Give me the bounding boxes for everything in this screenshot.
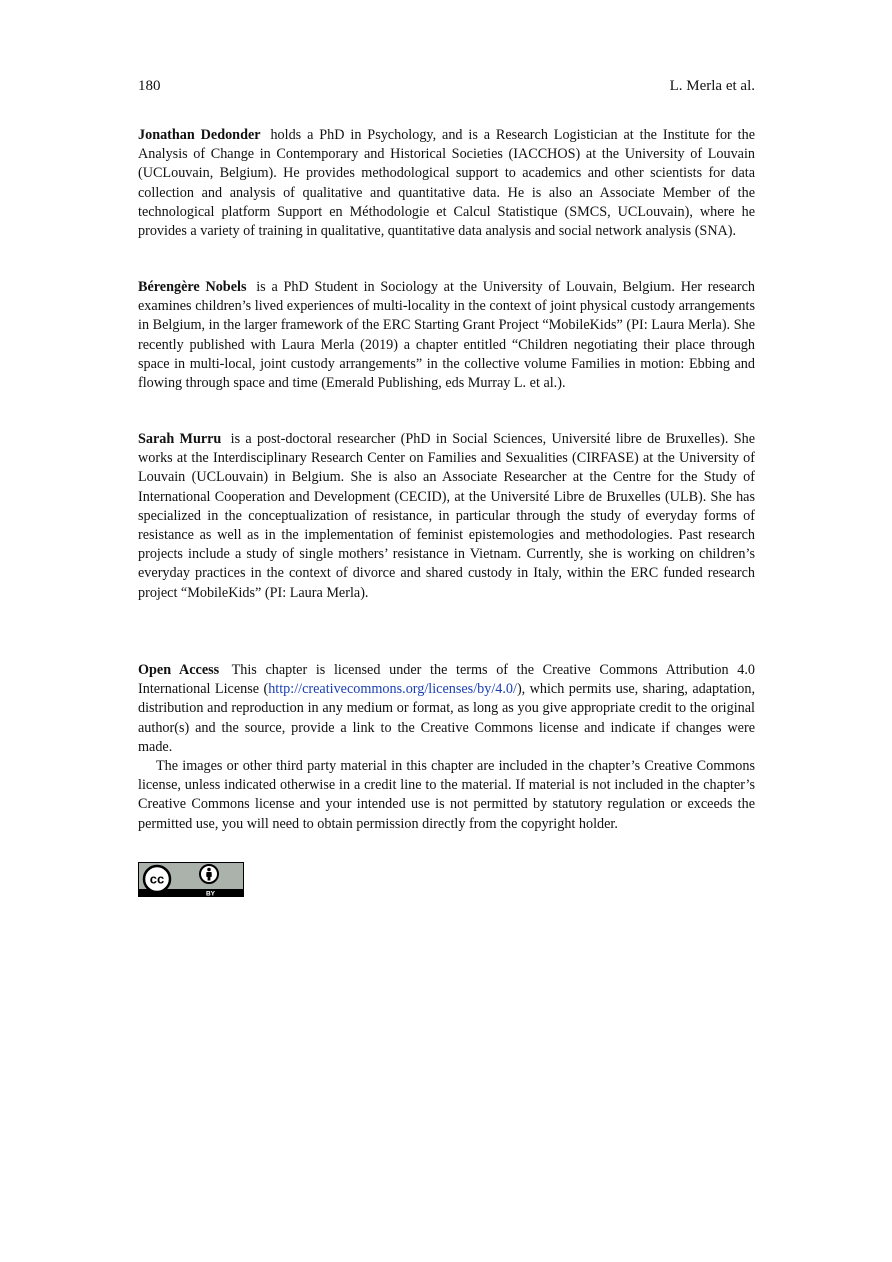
open-access-text-cont: ), which permits use, sharing, adaptation, distribution and reproduction in any medium or format, as long as you give appropriate credit to the original author(s) and the source, provide a link to the Creative Commons license and indicate if changes were made. bbox=[138, 681, 755, 755]
by-text: BY bbox=[205, 890, 216, 897]
cc-text: cc bbox=[149, 871, 165, 887]
third-party-paragraph bbox=[138, 757, 755, 834]
license-link[interactable]: http://creativecommons.org/licenses/by/4.0/ bbox=[268, 681, 517, 698]
author-bio-3 bbox=[138, 430, 755, 603]
open-access-paragraph bbox=[138, 661, 755, 757]
cc-by-icon bbox=[138, 862, 244, 897]
author-bio-text: is a PhD Student in Sociology at the University of Louvain, Belgium. Her research examines children’s lived experiences of multi-locality in the context of joint physical custody arrangements in Belgium, in the larger framework of the ERC Starting Grant Project “MobileKids” (PI: Laura Merla). She recently published with Laura Merla (2019) a chapter entitled “Children negotiating their place through space in multi-local, joint custody arrangements” in the collective volume Families in motion: Ebbing and flowing through space and time (Emerald Publishing, eds Murray L. et al.). bbox=[138, 279, 756, 392]
author-bio-2 bbox=[138, 278, 755, 393]
author-name: Sarah Murru bbox=[138, 431, 222, 447]
author-name: Bérengère Nobels bbox=[138, 279, 247, 295]
running-title: L. Merla et al. bbox=[669, 78, 755, 94]
running-head bbox=[138, 78, 755, 95]
author-bio-text: holds a PhD in Psychology, and is a Research Logistician at the Institute for the Analysis of Change in Contemporary and Historical Societies (IACCHOS) at the University of Louvain (UCLouvain, Belgium). He provides methodological support to academics and other scientists for data collection and analysis of qualitative and quantitative data. He is also an Associate Member of the technological platform Support en Méthodologie et Calcul Statistique (SMCS, UCLouvain), where he provides a variety of training in qualitative, quantitative data analysis and social network analysis (SNA). bbox=[138, 127, 755, 240]
open-access-heading: Open Access bbox=[138, 662, 220, 678]
author-bio-1 bbox=[138, 126, 755, 241]
third-party-text: The images or other third party material in this chapter are included in the chapter’s Creative Commons license, unless indicated otherwise in a credit line to the material. If material is not included in the chapter’s Creative Commons license and your intended use is not permitted by statutory regulation or exceeds the permitted use, you will need to obtain permission directly from the copyright holder. bbox=[138, 758, 755, 832]
author-bio-text: is a post-doctoral researcher (PhD in Social Sciences, Université libre de Bruxelles). She works at the Interdisciplinary Research Center on Families and Sexualities (CIRFASE) at the University of Louvain (UCLouvain) in Belgium. She is also an Associate Researcher at the Centre for the Study of International Cooperation and Development (CECID), at the Université Libre de Bruxelles (ULB). She has specialized in the conceptualization of resistance, in particular through the study of everyday forms of resistance as well as in the implementation of feminist epistemologies and methodologies. Past research projects include a study of single mothers’ resistance in Vietnam. Currently, she is working on children’s everyday practices in the context of divorce and shared custody in Italy, within the ERC funded research project “MobileKids” (PI: Laura Merla). bbox=[138, 431, 756, 601]
author-name: Jonathan Dedonder bbox=[138, 127, 261, 143]
page-number: 180 bbox=[138, 78, 161, 94]
open-access-text: This chapter is licensed under the terms of the Creative Commons Attribution 4.0 International License ( bbox=[138, 662, 756, 698]
